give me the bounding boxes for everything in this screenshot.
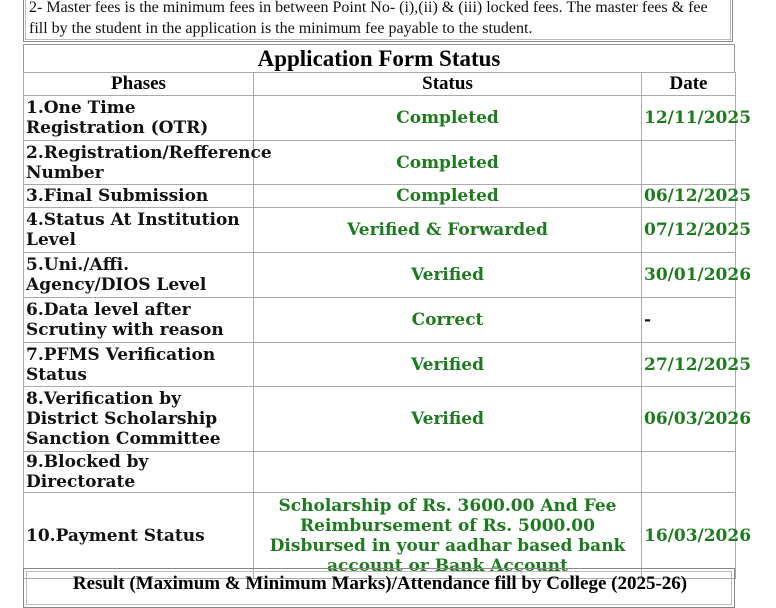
column-header-status: Status: [254, 73, 642, 96]
table-header-row: [24, 73, 736, 96]
date-cell: [642, 141, 736, 185]
column-header-phases: Phases: [24, 73, 254, 96]
phase-cell: 8.Verification by District Scholarship Sanction Committee: [24, 387, 254, 452]
table-row: [24, 343, 736, 387]
table-row: [24, 208, 736, 253]
status-cell: Verified: [254, 343, 642, 387]
table-row: [24, 493, 736, 579]
phase-cell: 6.Data level after Scrutiny with reason: [24, 298, 254, 343]
phase-cell: 7.PFMS Verification Status: [24, 343, 254, 387]
status-cell: [254, 452, 642, 493]
date-cell: -: [642, 298, 736, 343]
table-row: [24, 141, 736, 185]
table-row: [24, 185, 736, 208]
phase-cell: 4.Status At Institution Level: [24, 208, 254, 253]
table-row: [24, 298, 736, 343]
status-cell: Verified & Forwarded: [254, 208, 642, 253]
status-cell: Verified: [254, 387, 642, 452]
result-attendance-section: [23, 568, 735, 608]
status-cell: Correct: [254, 298, 642, 343]
date-cell: 16/03/2026: [642, 493, 736, 579]
status-cell: Completed: [254, 141, 642, 185]
phase-cell: 9.Blocked by Directorate: [24, 452, 254, 493]
fee-note-text: 2- Master fees is the minimum fees in between Point No- (i),(ii) & (iii) locked fees. The master fees & fee fill by the student in the application is the minimum fee payable to the student.: [29, 0, 708, 37]
fee-note-box: [23, 0, 733, 42]
table-row: [24, 387, 736, 452]
table-row: [24, 253, 736, 298]
application-status-title: Application Form Status: [23, 44, 735, 72]
date-cell: 27/12/2025: [642, 343, 736, 387]
date-cell: 30/01/2026: [642, 253, 736, 298]
phase-cell: 2.Registration/Refference Number: [24, 141, 254, 185]
table-row: [24, 96, 736, 141]
date-cell: 12/11/2025: [642, 96, 736, 141]
column-header-date: Date: [642, 73, 736, 96]
table-row: [24, 452, 736, 493]
result-attendance-title: Result (Maximum & Minimum Marks)/Attendance fill by College (2025-26): [72, 573, 688, 594]
date-cell: 06/12/2025: [642, 185, 736, 208]
date-cell: [642, 452, 736, 493]
date-cell: 06/03/2026: [642, 387, 736, 452]
status-cell: Verified: [254, 253, 642, 298]
status-cell: Scholarship of Rs. 3600.00 And Fee Reimbursement of Rs. 5000.00 Disbursed in your aadhar based bank account or Bank Account: [254, 493, 642, 579]
status-cell: Completed: [254, 185, 642, 208]
phase-cell: 10.Payment Status: [24, 493, 254, 579]
application-status-table: [23, 72, 752, 579]
phase-cell: 1.One Time Registration (OTR): [24, 96, 254, 141]
status-cell: Completed: [254, 96, 642, 141]
date-cell: 07/12/2025: [642, 208, 736, 253]
phase-cell: 5.Uni./Affi. Agency/DIOS Level: [24, 253, 254, 298]
phase-cell: 3.Final Submission: [24, 185, 254, 208]
